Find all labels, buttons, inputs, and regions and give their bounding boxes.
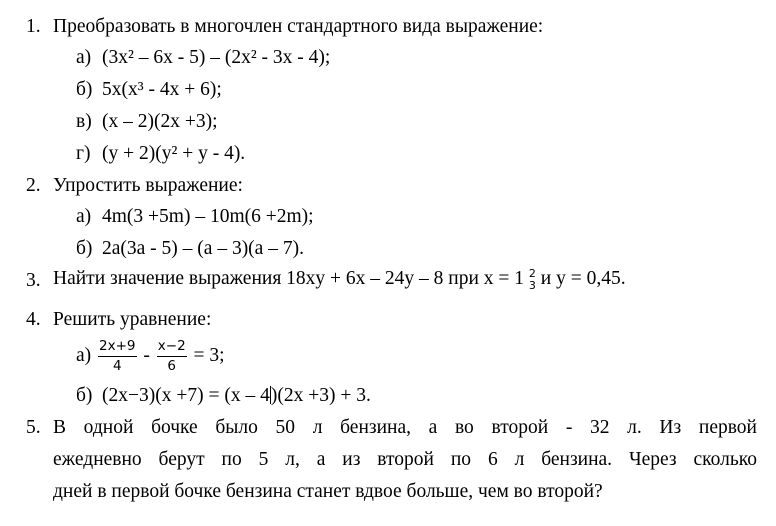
task-3-text [53,262,626,296]
task-2-number: 2. [26,175,41,196]
task-3-text-after: и y = 0,45. [535,268,626,289]
task-1d-label: г) [76,143,91,164]
task-2-text: Упростить выражение: [53,175,243,196]
fraction-2-numerator: x−2 [157,340,187,358]
fraction-2-denominator: 6 [167,358,176,375]
task-2b-label: б) [76,238,93,259]
task-4b-expr-right: )(2x +3) + 3. [270,385,371,406]
fraction-1-denominator: 4 [112,358,122,375]
task-3-fraction-numerator: 2 [528,266,536,280]
task-1a-label: а) [76,47,92,68]
task-3-fraction-denominator: 3 [528,278,536,292]
task-4-text: Решить уравнение: [53,309,212,330]
task-2a-expr: 4m(3 +5m) – 10m(6 +2m); [102,206,314,227]
task-1d-expr: (y + 2)(y² + y - 4). [102,143,246,164]
task-4b-equation [102,386,371,406]
task-4a-fraction-2 [157,337,187,375]
task-2b-expr: 2a(3a - 5) – (a – 3)(a – 7). [102,238,304,259]
task-5-line-2: ежедневно берут по 5 л, а из второй по 6 л бензина. Через сколько [53,449,757,470]
task-1b-label: б) [76,79,93,100]
task-3-number: 3. [26,270,41,291]
task-1-text: Преобразовать в многочлен стандартного вида выражение: [53,16,544,37]
task-4a-equation [76,333,225,379]
task-5-line-3: дней в первой бочке бензина станет вдвое больше, чем во второй? [53,481,603,502]
task-4-number: 4. [26,309,41,330]
task-1c-label: в) [76,111,92,132]
task-1b-expr: 5x(x³ - 4x + 6); [102,79,222,100]
task-4a-fraction-1 [98,337,136,375]
task-4a-minus: - [143,345,150,366]
task-1c-expr: (x – 2)(2x +3); [102,111,218,132]
task-1a-expr: (3x² – 6x - 5) – (2x² - 3x - 4); [102,47,331,68]
task-4b-expr-left: (2x−3)(x +7) = (x – 4 [102,385,270,406]
task-5-number: 5. [26,417,41,438]
fraction-1-numerator: 2x+9 [98,340,136,358]
task-5-line-1: В одной бочке было 50 л бензина, а во второй - 32 л. Из первой [53,417,757,438]
task-1-number: 1. [26,16,41,37]
task-2a-label: а) [76,206,92,227]
task-4a-label: а) [76,345,92,366]
task-4a-rhs: = 3; [193,345,225,366]
task-3-text-before: Найти значение выражения 18xy + 6x – 24y – 8 при x = 1 [53,268,525,289]
task-3-mixed-fraction [529,268,536,291]
task-4b-label: б) [76,385,93,406]
